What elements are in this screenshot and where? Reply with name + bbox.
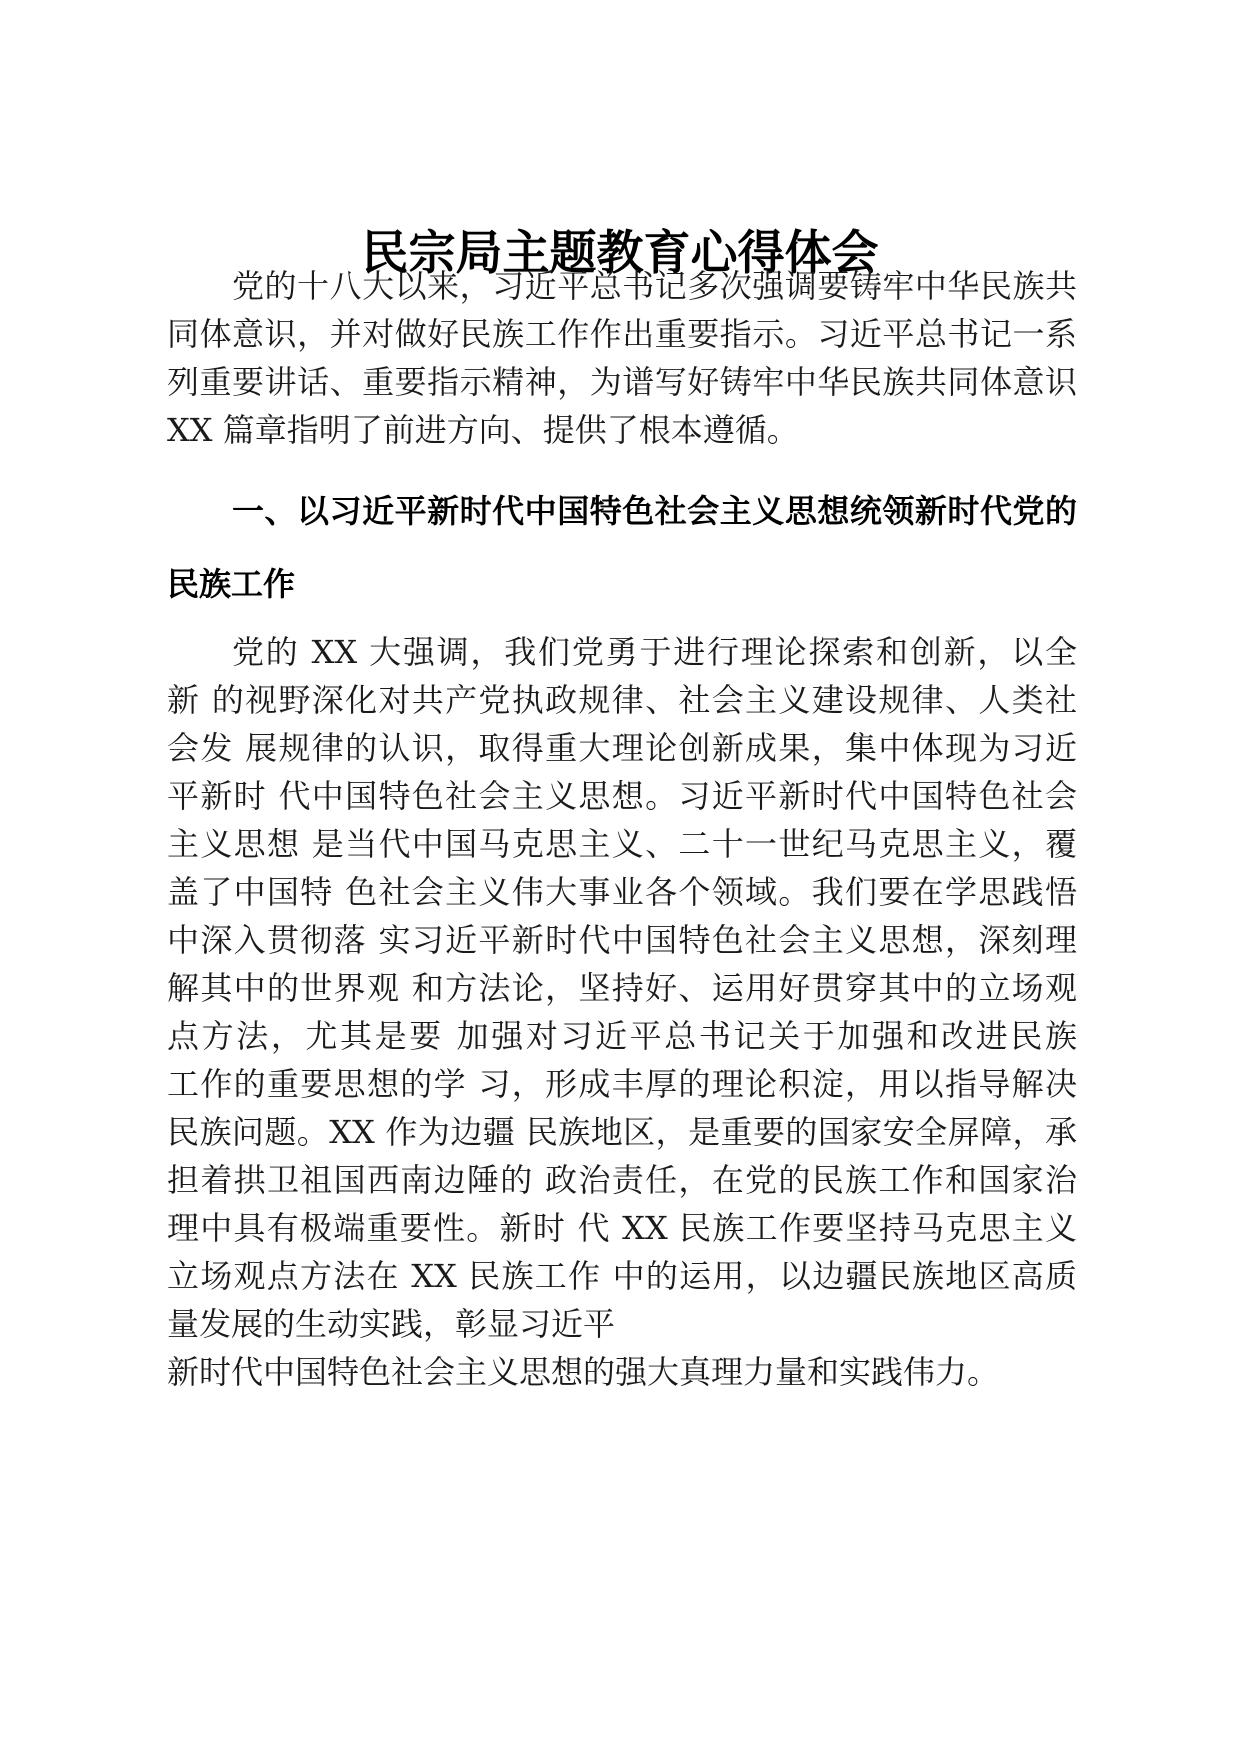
body-line: 立场观点方法在 XX 民族工作 中的运用，以边疆民族地区高质	[167, 1257, 1077, 1295]
body-line: 党的 XX 大强调，我们党勇于进行理论探索和创新，以全	[232, 633, 1077, 671]
section-heading: 一、以习近平新时代中国特色社会主义思想统领新时代党的	[232, 492, 1077, 530]
body-line: 理中具有极端重要性。新时 代 XX 民族工作要坚持马克思主义	[167, 1209, 1077, 1247]
body-line: 平新时 代中国特色社会主义思想。习近平新时代中国特色社会	[167, 777, 1077, 815]
body-line: 点方法，尤其是要 加强对习近平总书记关于加强和改进民族	[167, 1017, 1077, 1055]
section-heading-continuation: 民族工作	[167, 565, 296, 603]
body-line: 民族问题。XX 作为边疆 民族地区，是重要的国家安全屏障，承	[167, 1113, 1077, 1151]
intro-line: XX 篇章指明了前进方向、提供了根本遵循。	[167, 411, 799, 449]
intro-line: 列重要讲话、重要指示精神，为谱写好铸牢中华民族共同体意识	[167, 363, 1077, 401]
body-line: 新时代中国特色社会主义思想的强大真理力量和实践伟力。	[167, 1353, 1000, 1391]
body-line: 工作的重要思想的学 习，形成丰厚的理论积淀，用以指导解决	[167, 1065, 1077, 1103]
intro-line: 党的十八大以来，习近平总书记多次强调要铸牢中华民族共	[232, 267, 1077, 305]
body-line: 会发 展规律的认识，取得重大理论创新成果，集中体现为习近	[167, 729, 1077, 767]
body-line: 新 的视野深化对共产党执政规律、社会主义建设规律、人类社	[167, 681, 1077, 719]
body-line: 盖了中国特 色社会主义伟大事业各个领域。我们要在学思践悟	[167, 873, 1077, 911]
document-title: 民宗局主题教育心得体会	[361, 226, 879, 281]
body-line: 解其中的世界观 和方法论，坚持好、运用好贯穿其中的立场观	[167, 969, 1077, 1007]
body-line: 担着拱卫祖国西南边陲的 政治责任，在党的民族工作和国家治	[167, 1161, 1077, 1199]
body-line: 主义思想 是当代中国马克思主义、二十一世纪马克思主义，覆	[167, 825, 1077, 863]
body-line: 中深入贯彻落 实习近平新时代中国特色社会主义思想，深刻理	[167, 921, 1077, 959]
intro-line: 同体意识，并对做好民族工作作出重要指示。习近平总书记一系	[167, 315, 1077, 353]
body-line: 量发展的生动实践，彰显习近平	[167, 1305, 616, 1343]
